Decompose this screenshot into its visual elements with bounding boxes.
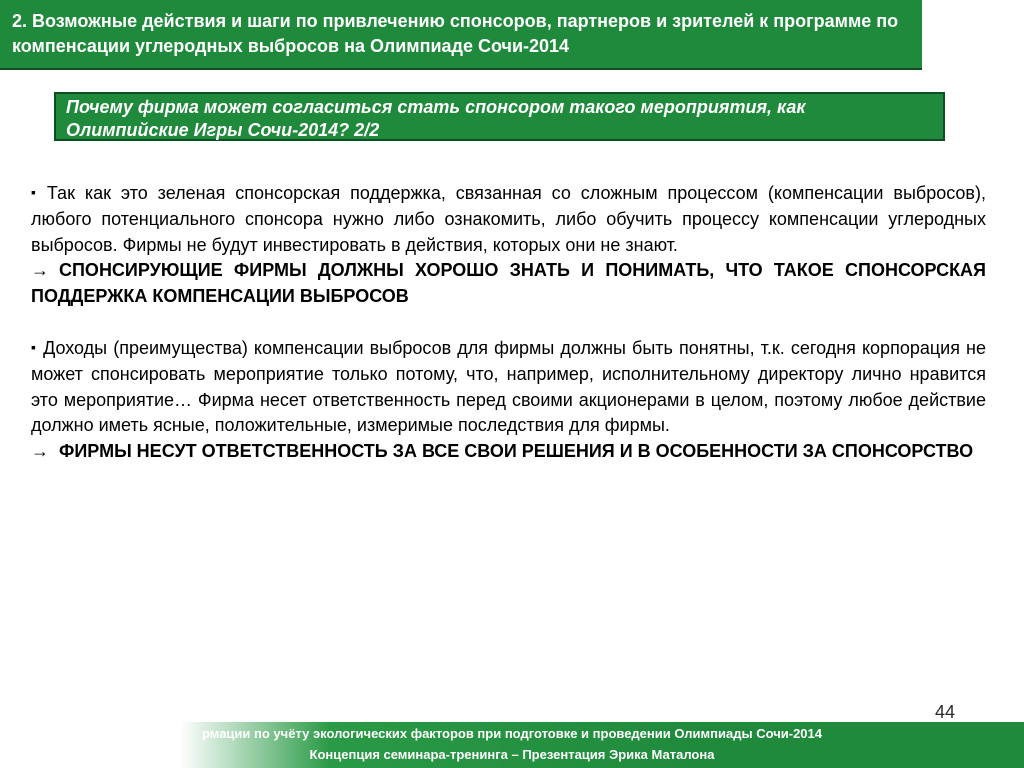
conclusion-text-1: СПОНСИРУЮЩИЕ ФИРМЫ ДОЛЖНЫ ХОРОШО ЗНАТЬ И ПОНИМАТЬ, ЧТО ТАКОЕ СПОНСОРСКАЯ ПОДДЕРЖКА КОМПЕНСАЦИИ ВЫБРОСОВ bbox=[31, 260, 986, 307]
conclusion-text-2: ФИРМЫ НЕСУТ ОТВЕТСТВЕННОСТЬ ЗА ВСЕ СВОИ РЕШЕНИЯ И В ОСОБЕННОСТИ ЗА СПОНСОРСТВО bbox=[59, 441, 974, 462]
footer-bar bbox=[0, 722, 1024, 768]
slide-subtitle: Почему фирма может согласиться стать спонсором такого мероприятия, как Олимпийские Игры Сочи-2014? 2/2 bbox=[66, 97, 806, 140]
footer-presentation-credit: Концепция семинара-тренинга – Презентация Эрика Маталона bbox=[309, 747, 715, 762]
paragraph-spacer bbox=[31, 310, 986, 335]
title-bar bbox=[0, 0, 922, 70]
bullet-paragraph-1 bbox=[31, 180, 986, 258]
arrow-right-icon: → bbox=[31, 441, 49, 462]
conclusion-paragraph-2 bbox=[31, 439, 986, 465]
footer-project-title: рмации по учёту экологических факторов при подготовке и проведении Олимпиады Сочи-2014 bbox=[201, 726, 822, 741]
bullet-icon: ▪ bbox=[31, 338, 38, 355]
bullet-text-1: Так как это зеленая спонсорская поддержка, связанная со сложным процессом (компенсации выбросов), любого потенциального спонсора нужно либо ознакомить, либо обучить процессу компенсации углеродных выбросов. Фирмы не будут инвестировать в действия, которых они не знают. bbox=[31, 183, 986, 255]
page-number: 44 bbox=[935, 702, 956, 722]
bullet-text-2: Доходы (преимущества) компенсации выбросов для фирмы должны быть понятны, т.к. сегодня корпорация не может спонсировать мероприятие только потому, что, например, исполнительному директору лично нравится это мероприятие… Фирма несет ответственность перед своими акционерами в целом, поэтому любое действие должно иметь ясные, положительные, измеримые последствия для фирмы. bbox=[31, 337, 987, 436]
bullet-paragraph-2 bbox=[31, 335, 986, 439]
slide-body bbox=[31, 180, 986, 465]
subtitle-box bbox=[54, 92, 945, 141]
conclusion-paragraph-1 bbox=[31, 258, 986, 310]
slide-title: 2. Возможные действия и шаги по привлечению спонсоров, партнеров и зрителей к программе по компенсации углеродных выбросов на Олимпиаде Сочи-2014 bbox=[12, 11, 899, 56]
arrow-right-icon: → bbox=[31, 260, 49, 281]
bullet-icon: ▪ bbox=[31, 184, 41, 200]
